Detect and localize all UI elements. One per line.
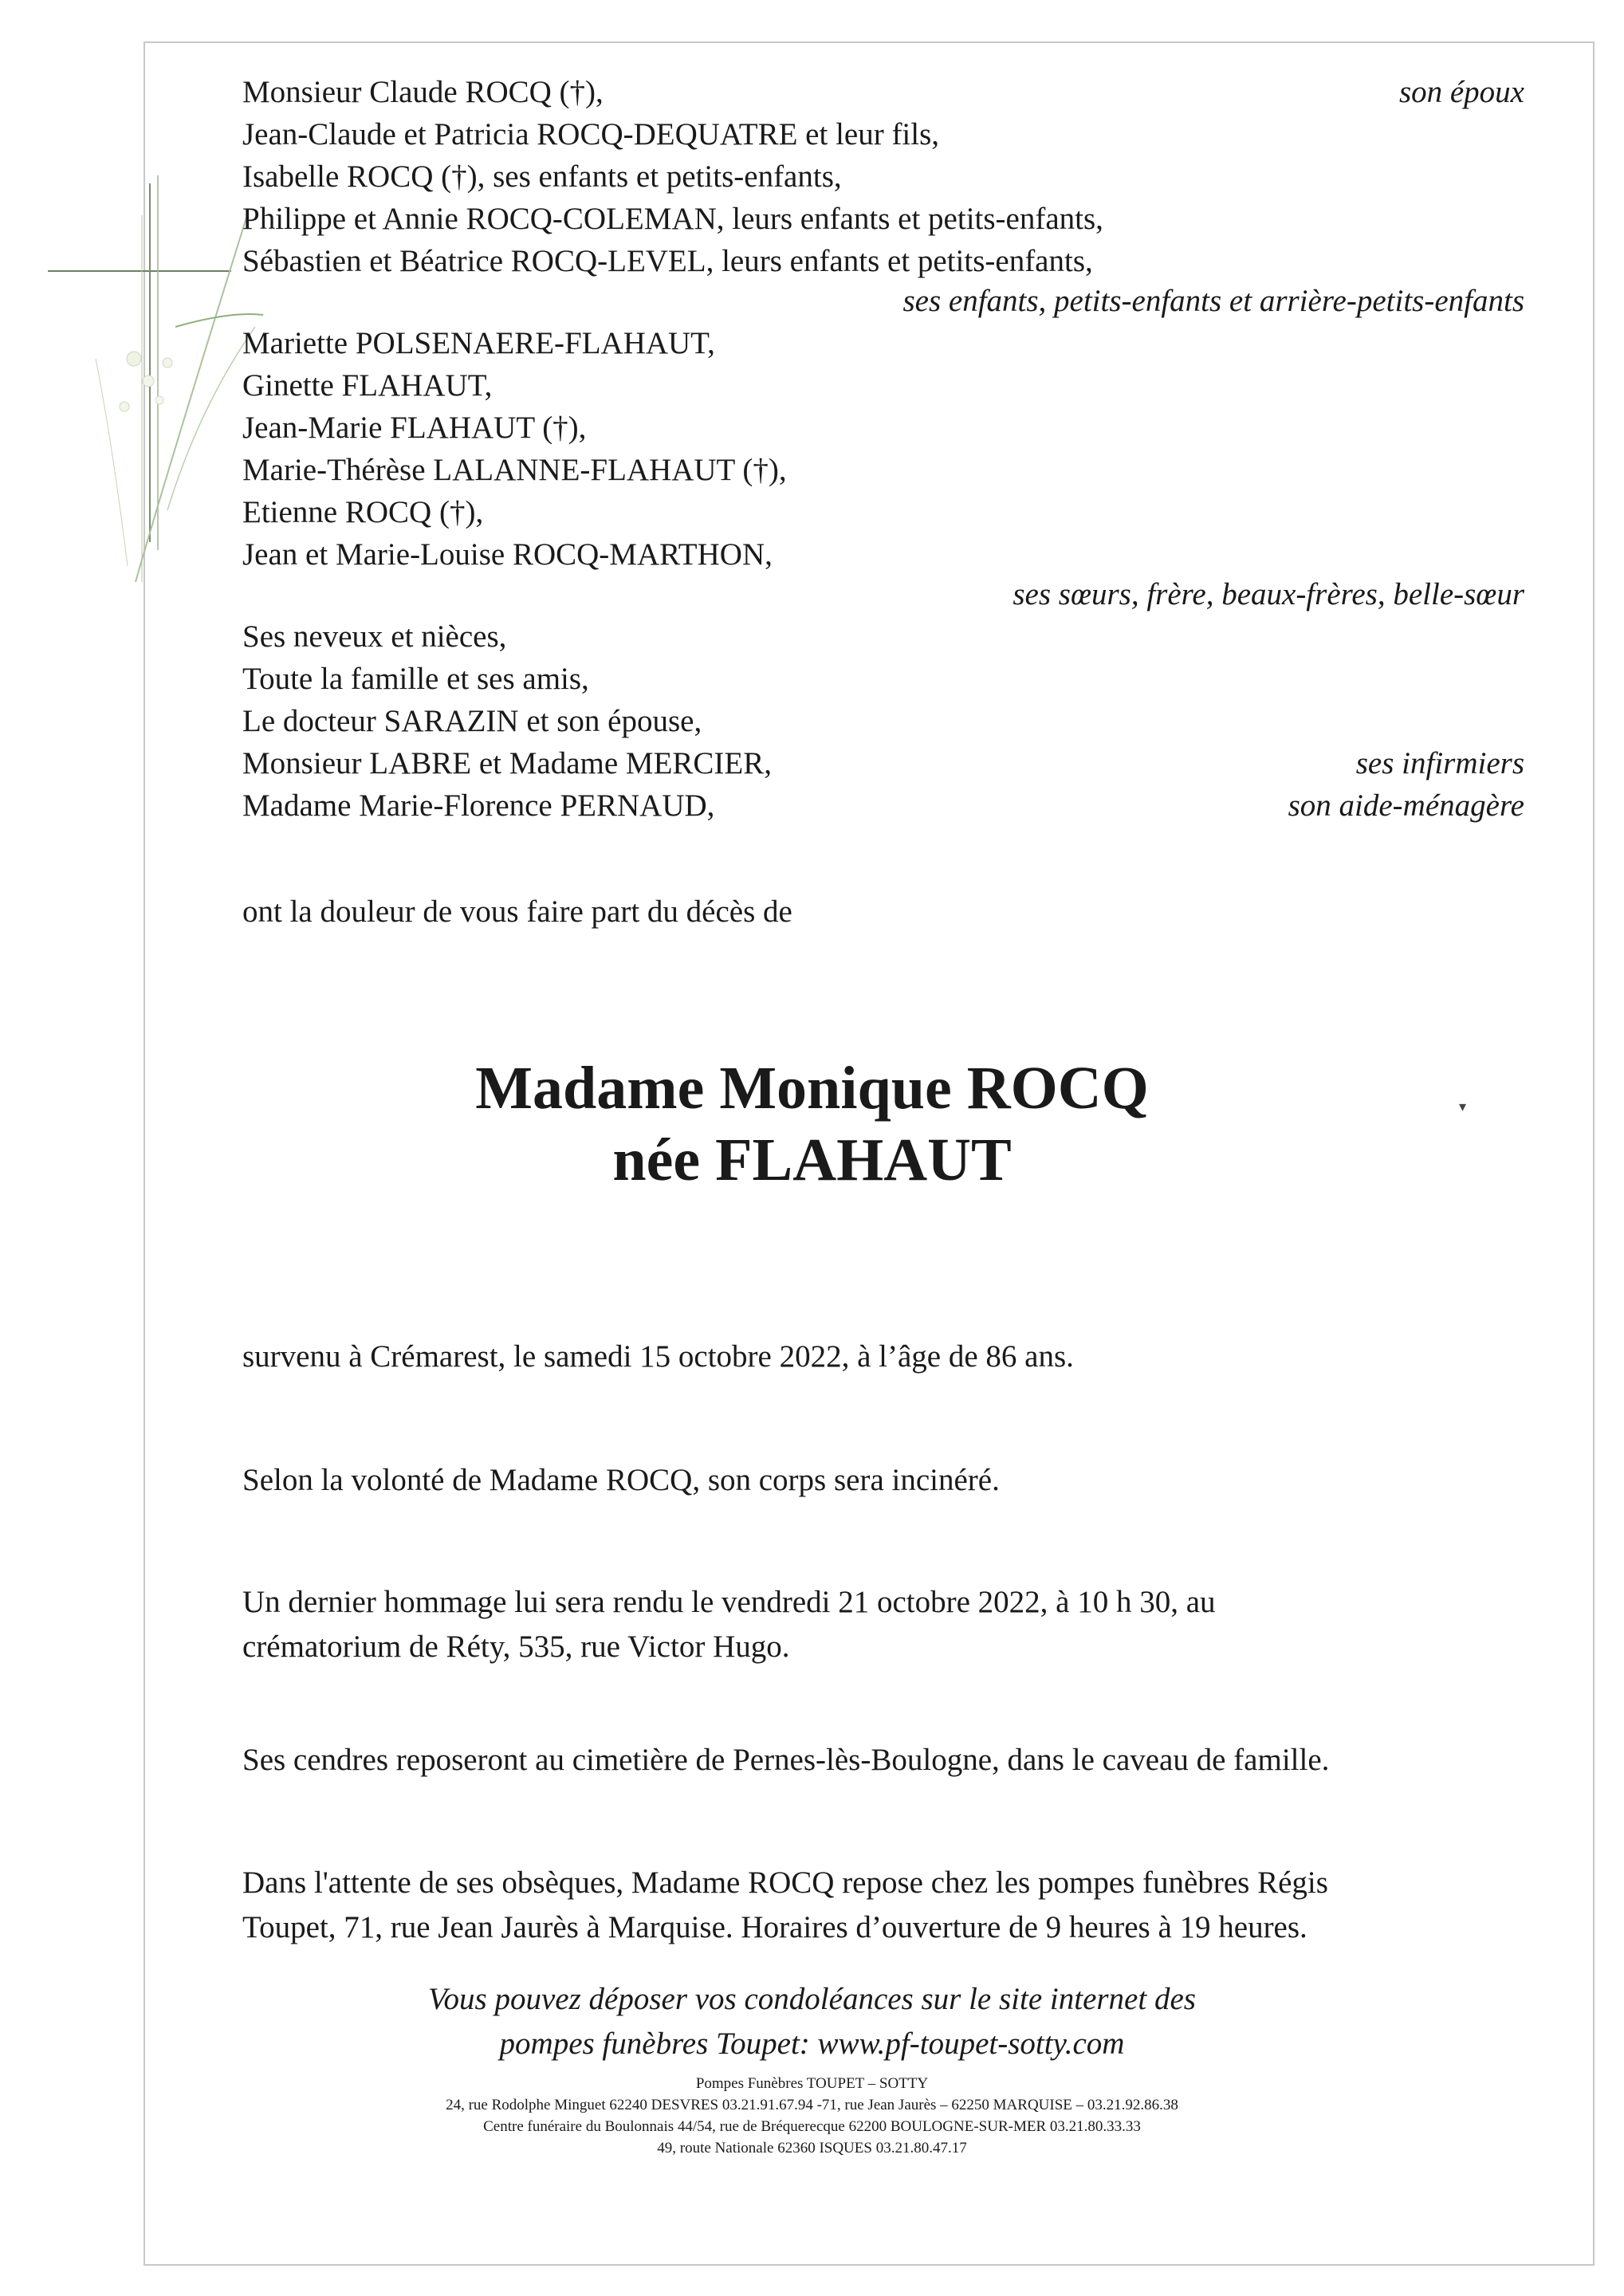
family-line bbox=[242, 114, 1524, 155]
death-notice: survenu à Crémarest, le samedi 15 octobre 2022, à l’âge de 86 ans. bbox=[242, 1339, 1074, 1374]
family-line bbox=[242, 241, 1524, 282]
relation-children: ses enfants, petits-enfants et arrière-petits-enfants bbox=[902, 284, 1524, 318]
funeral-home-footer bbox=[0, 2073, 1624, 2159]
family-member: Etienne ROCQ (†), bbox=[242, 495, 484, 529]
family-line bbox=[242, 199, 1524, 240]
ashes-notice: Ses cendres reposeront au cimetière de Pernes-lès-Boulogne, dans le caveau de famille. bbox=[242, 1743, 1330, 1777]
family-line bbox=[242, 450, 1524, 491]
family-member: Isabelle ROCQ (†), ses enfants et petits-enfants, bbox=[242, 159, 842, 194]
deceased-name: Madame Monique ROCQ bbox=[475, 1055, 1149, 1122]
funeral-home-address: 49, route Nationale 62360 ISQUES 03.21.80.47.17 bbox=[657, 2140, 967, 2156]
family-line bbox=[242, 743, 1524, 784]
relation-note: son aide-ménagère bbox=[1288, 788, 1524, 823]
relation-note: ses infirmiers bbox=[1355, 746, 1524, 780]
family-line bbox=[242, 407, 1524, 449]
family-line bbox=[242, 492, 1524, 533]
scan-mark: ▾ bbox=[1459, 1099, 1467, 1115]
family-member: Philippe et Annie ROCQ-COLEMAN, leurs enfants et petits-enfants, bbox=[242, 202, 1103, 236]
funeral-home-address: Centre funéraire du Boulonnais 44/54, rue de Bréquerecque 62200 BOULOGNE-SUR-MER 03.21.80.33.33 bbox=[483, 2118, 1141, 2135]
condolences-notice bbox=[0, 1977, 1624, 2066]
rest-line: Toupet, 71, rue Jean Jaurès à Marquise. Horaires d’ouverture de 9 heures à 19 heures. bbox=[242, 1910, 1307, 1944]
tribute-line: crématorium de Réty, 535, rue Victor Hugo. bbox=[242, 1630, 790, 1664]
family-line bbox=[242, 323, 1524, 364]
family-line bbox=[242, 659, 1524, 700]
funeral-home-name: Pompes Funèbres TOUPET – SOTTY bbox=[695, 2075, 929, 2092]
condolences-website: pompes funèbres Toupet: www.pf-toupet-sotty.com bbox=[499, 2027, 1125, 2061]
family-member: Jean-Claude et Patricia ROCQ-DEQUATRE et leur fils, bbox=[242, 117, 940, 151]
family-member: Ginette FLAHAUT, bbox=[242, 368, 493, 403]
family-member: Monsieur LABRE et Madame MERCIER, bbox=[242, 746, 773, 780]
relation-note: son époux bbox=[1398, 75, 1524, 109]
family-member: Jean-Marie FLAHAUT (†), bbox=[242, 411, 587, 445]
family-member: Le docteur SARAZIN et son épouse, bbox=[242, 704, 702, 738]
family-member: Ses neveux et nièces, bbox=[242, 619, 507, 654]
relation-siblings: ses sœurs, frère, beaux-frères, belle-sœur bbox=[1013, 577, 1524, 611]
family-line bbox=[242, 72, 1524, 113]
family-line bbox=[242, 785, 1524, 827]
family-line bbox=[242, 701, 1524, 742]
rest-notice bbox=[242, 1861, 1526, 1950]
family-member: Toute la famille et ses amis, bbox=[242, 662, 589, 696]
condolences-line: Vous pouvez déposer vos condoléances sur le site internet des bbox=[428, 1982, 1196, 2016]
cremation-notice: Selon la volonté de Madame ROCQ, son corps sera incinéré. bbox=[242, 1463, 1000, 1497]
family-line bbox=[242, 616, 1524, 658]
family-member: Madame Marie-Florence PERNAUD, bbox=[242, 788, 715, 823]
family-line bbox=[242, 365, 1524, 407]
family-line bbox=[242, 156, 1524, 198]
family-line bbox=[242, 534, 1524, 576]
family-member: Mariette POLSENAERE-FLAHAUT, bbox=[242, 326, 715, 360]
rest-line: Dans l'attente de ses obsèques, Madame ROCQ repose chez les pompes funèbres Régis bbox=[242, 1866, 1328, 1900]
tribute-line: Un dernier hommage lui sera rendu le vendredi 21 octobre 2022, à 10 h 30, au bbox=[242, 1585, 1216, 1619]
tribute-notice bbox=[242, 1580, 1526, 1669]
funeral-home-address: 24, rue Rodolphe Minguet 62240 DESVRES 03.21.91.67.94 -71, rue Jean Jaurès – 62250 MARQUISE – 03.21.92.86.38 bbox=[446, 2097, 1178, 2113]
family-member: Sébastien et Béatrice ROCQ-LEVEL, leurs enfants et petits-enfants, bbox=[242, 244, 1093, 278]
deceased-maiden-name: née FLAHAUT bbox=[612, 1126, 1012, 1193]
family-member: Jean et Marie-Louise ROCQ-MARTHON, bbox=[242, 537, 773, 572]
family-member: Marie-Thérèse LALANNE-FLAHAUT (†), bbox=[242, 453, 787, 487]
announcement: ont la douleur de vous faire part du décès de bbox=[242, 894, 792, 929]
family-member: Monsieur Claude ROCQ (†), bbox=[242, 75, 604, 109]
